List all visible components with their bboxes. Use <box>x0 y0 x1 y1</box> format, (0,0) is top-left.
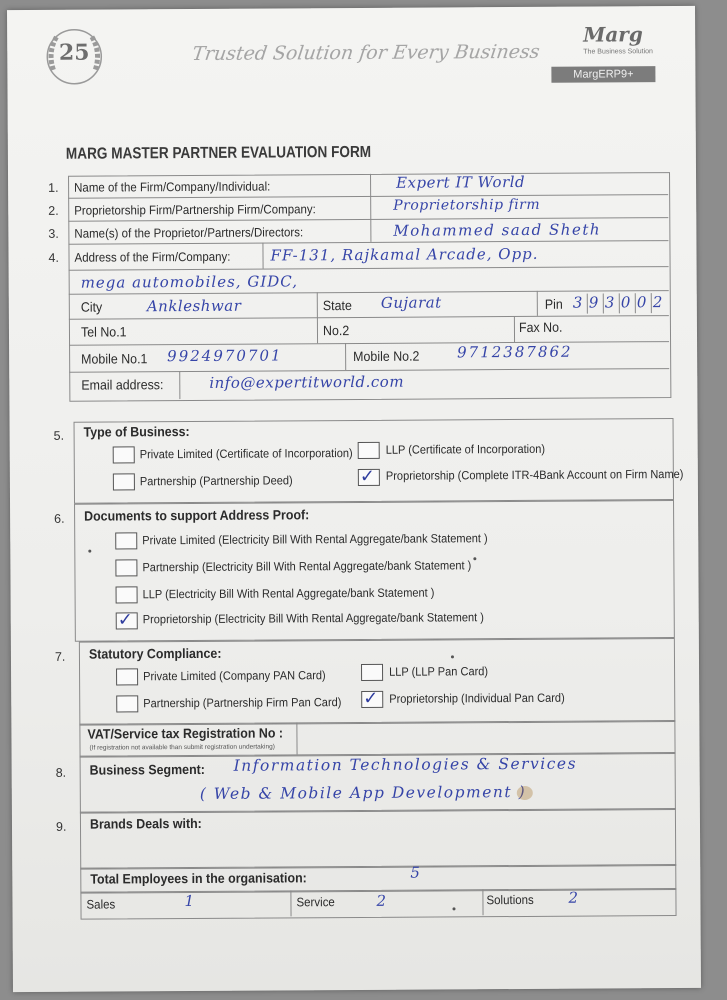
pin-digit: 3 <box>572 293 583 312</box>
row2-label: Proprietorship Firm/Partnership Firm/Company: <box>74 202 316 218</box>
row4-label: Address of the Firm/Company: <box>74 249 231 265</box>
vat-input[interactable] <box>301 722 669 752</box>
proprietor-name-value[interactable]: Mohammed saad Sheth <box>393 220 602 240</box>
proof-private-limited-label: Private Limited (Electricity Bill With Rental Aggregate/bank Statement ) <box>142 531 488 548</box>
coffee-stain <box>517 786 533 800</box>
state-label: State <box>322 298 352 314</box>
pan-private-limited-checkbox[interactable] <box>116 668 138 685</box>
firm-name-value[interactable]: Expert IT World <box>396 172 526 192</box>
row3-label: Name(s) of the Proprietor/Partners/Directors: <box>74 225 304 241</box>
vat-note: (If registration not available than submit registration undertaking) <box>89 743 275 752</box>
service-value[interactable]: 2 <box>376 891 387 910</box>
tel2-label: No.2 <box>322 323 350 339</box>
pin-digit: 3 <box>604 293 615 312</box>
brand-product: MargERP9+ <box>551 66 655 83</box>
business-partnership-label: Partnership (Partnership Deed) <box>139 473 293 489</box>
sales-label: Sales <box>86 897 116 912</box>
business-proprietorship-checkbox[interactable] <box>358 465 380 487</box>
pan-llp-label: LLP (LLP Pan Card) <box>389 664 489 679</box>
checkmark-icon: ✓ <box>363 687 379 709</box>
solutions-label: Solutions <box>486 892 534 908</box>
business-llp-label: LLP (Certificate of Incorporation) <box>385 441 546 457</box>
pan-proprietorship-checkbox[interactable] <box>361 687 383 709</box>
row4-number: 4. <box>48 250 60 265</box>
mobile1-label: Mobile No.1 <box>81 351 148 367</box>
business-llp-checkbox[interactable] <box>358 442 380 459</box>
pan-llp-checkbox[interactable] <box>361 664 383 681</box>
brands-input[interactable] <box>232 812 668 863</box>
solutions-value[interactable]: 2 <box>568 888 579 907</box>
city-value[interactable]: Ankleshwar <box>146 296 242 316</box>
section9-label: Brands Deals with: <box>89 815 202 832</box>
section8-label: Business Segment: <box>89 761 205 778</box>
proof-partnership-label: Partnership (Electricity Bill With Rental Aggregate/bank Statement ) <box>142 558 472 575</box>
mobile1-value[interactable]: 9924970701 <box>167 346 283 366</box>
pan-private-limited-label: Private Limited (Company PAN Card) <box>143 668 326 684</box>
pan-partnership-label: Partnership (Partnership Firm Pan Card) <box>143 695 342 711</box>
section7-number: 7. <box>54 649 66 664</box>
proof-llp-checkbox[interactable] <box>116 586 138 603</box>
section5-title: Type of Business: <box>83 424 190 440</box>
checkmark-icon: ✓ <box>359 465 376 487</box>
brand-logo <box>545 20 663 91</box>
business-private-limited-label: Private Limited (Certificate of Incorporation) <box>139 446 353 462</box>
pan-proprietorship-label: Proprietorship (Individual Pan Card) <box>389 690 565 706</box>
section7-title: Statutory Compliance: <box>88 645 222 662</box>
address-line1-value[interactable]: FF-131, Rajkamal Arcade, Opp. <box>270 244 539 265</box>
form-title: MARG MASTER PARTNER EVALUATION FORM <box>65 143 372 163</box>
state-value[interactable]: Gujarat <box>380 293 442 312</box>
firm-type-value[interactable]: Proprietorship firm <box>393 196 541 214</box>
seal-number: 25 <box>58 39 90 66</box>
checkmark-icon: ✓ <box>117 609 133 631</box>
pin-digit: 9 <box>588 293 599 312</box>
email-value[interactable]: info@expertitworld.com <box>209 372 405 392</box>
pin-digit: 0 <box>636 293 647 312</box>
proof-llp-label: LLP (Electricity Bill With Rental Aggregate/bank Statement ) <box>142 585 435 602</box>
business-partnership-checkbox[interactable] <box>113 473 135 490</box>
fax-label: Fax No. <box>518 319 563 335</box>
tagline: Trusted Solution for Every Business <box>190 40 542 65</box>
proof-proprietorship-checkbox[interactable] <box>116 609 138 631</box>
pin-digit: 0 <box>620 293 631 312</box>
row3-number: 3. <box>48 226 59 241</box>
section6-title: Documents to support Address Proof: <box>84 507 310 524</box>
mobile2-value[interactable]: 9712387862 <box>457 342 573 362</box>
email-label: Email address: <box>81 377 164 393</box>
section6-number: 6. <box>54 511 65 526</box>
section5-number: 5. <box>53 428 65 443</box>
brand-tag: The Business Solution <box>583 48 653 56</box>
business-private-limited-checkbox[interactable] <box>113 446 135 463</box>
business-proprietorship-label: Proprietorship (Complete ITR-4Bank Account on Firm Name) <box>385 466 684 483</box>
business-segment-line1[interactable]: Information Technologies & Services <box>233 754 578 775</box>
employees-label: Total Employees in the organisation: <box>90 870 307 887</box>
vat-label: VAT/Service tax Registration No : <box>87 725 284 742</box>
brand-name: Marg <box>583 22 643 47</box>
service-label: Service <box>296 895 335 910</box>
row1-label: Name of the Firm/Company/Individual: <box>74 179 271 195</box>
pin-code-boxes[interactable] <box>571 293 667 314</box>
row1-number: 1. <box>48 180 59 195</box>
employees-value[interactable]: 5 <box>410 863 421 882</box>
proof-partnership-checkbox[interactable] <box>115 559 137 576</box>
proof-proprietorship-label: Proprietorship (Electricity Bill With Rental Aggregate/bank Statement ) <box>142 610 484 627</box>
pan-partnership-checkbox[interactable] <box>116 695 138 712</box>
tel1-label: Tel No.1 <box>80 324 127 340</box>
section8-number: 8. <box>55 765 67 780</box>
sales-value[interactable]: 1 <box>184 891 195 911</box>
proof-private-limited-checkbox[interactable] <box>115 532 137 549</box>
business-segment-line2[interactable]: ( Web & Mobile App Development ) <box>199 782 527 803</box>
form-page <box>7 6 701 992</box>
section9-number: 9. <box>55 819 67 834</box>
city-label: City <box>80 299 103 315</box>
pin-label: Pin <box>544 296 563 312</box>
mobile2-label: Mobile No.2 <box>353 348 420 365</box>
anniversary-seal <box>39 21 109 91</box>
address-line2-value[interactable]: mega automobiles, GIDC, <box>80 272 299 292</box>
pin-digit: 2 <box>652 293 663 312</box>
row2-number: 2. <box>48 203 59 218</box>
